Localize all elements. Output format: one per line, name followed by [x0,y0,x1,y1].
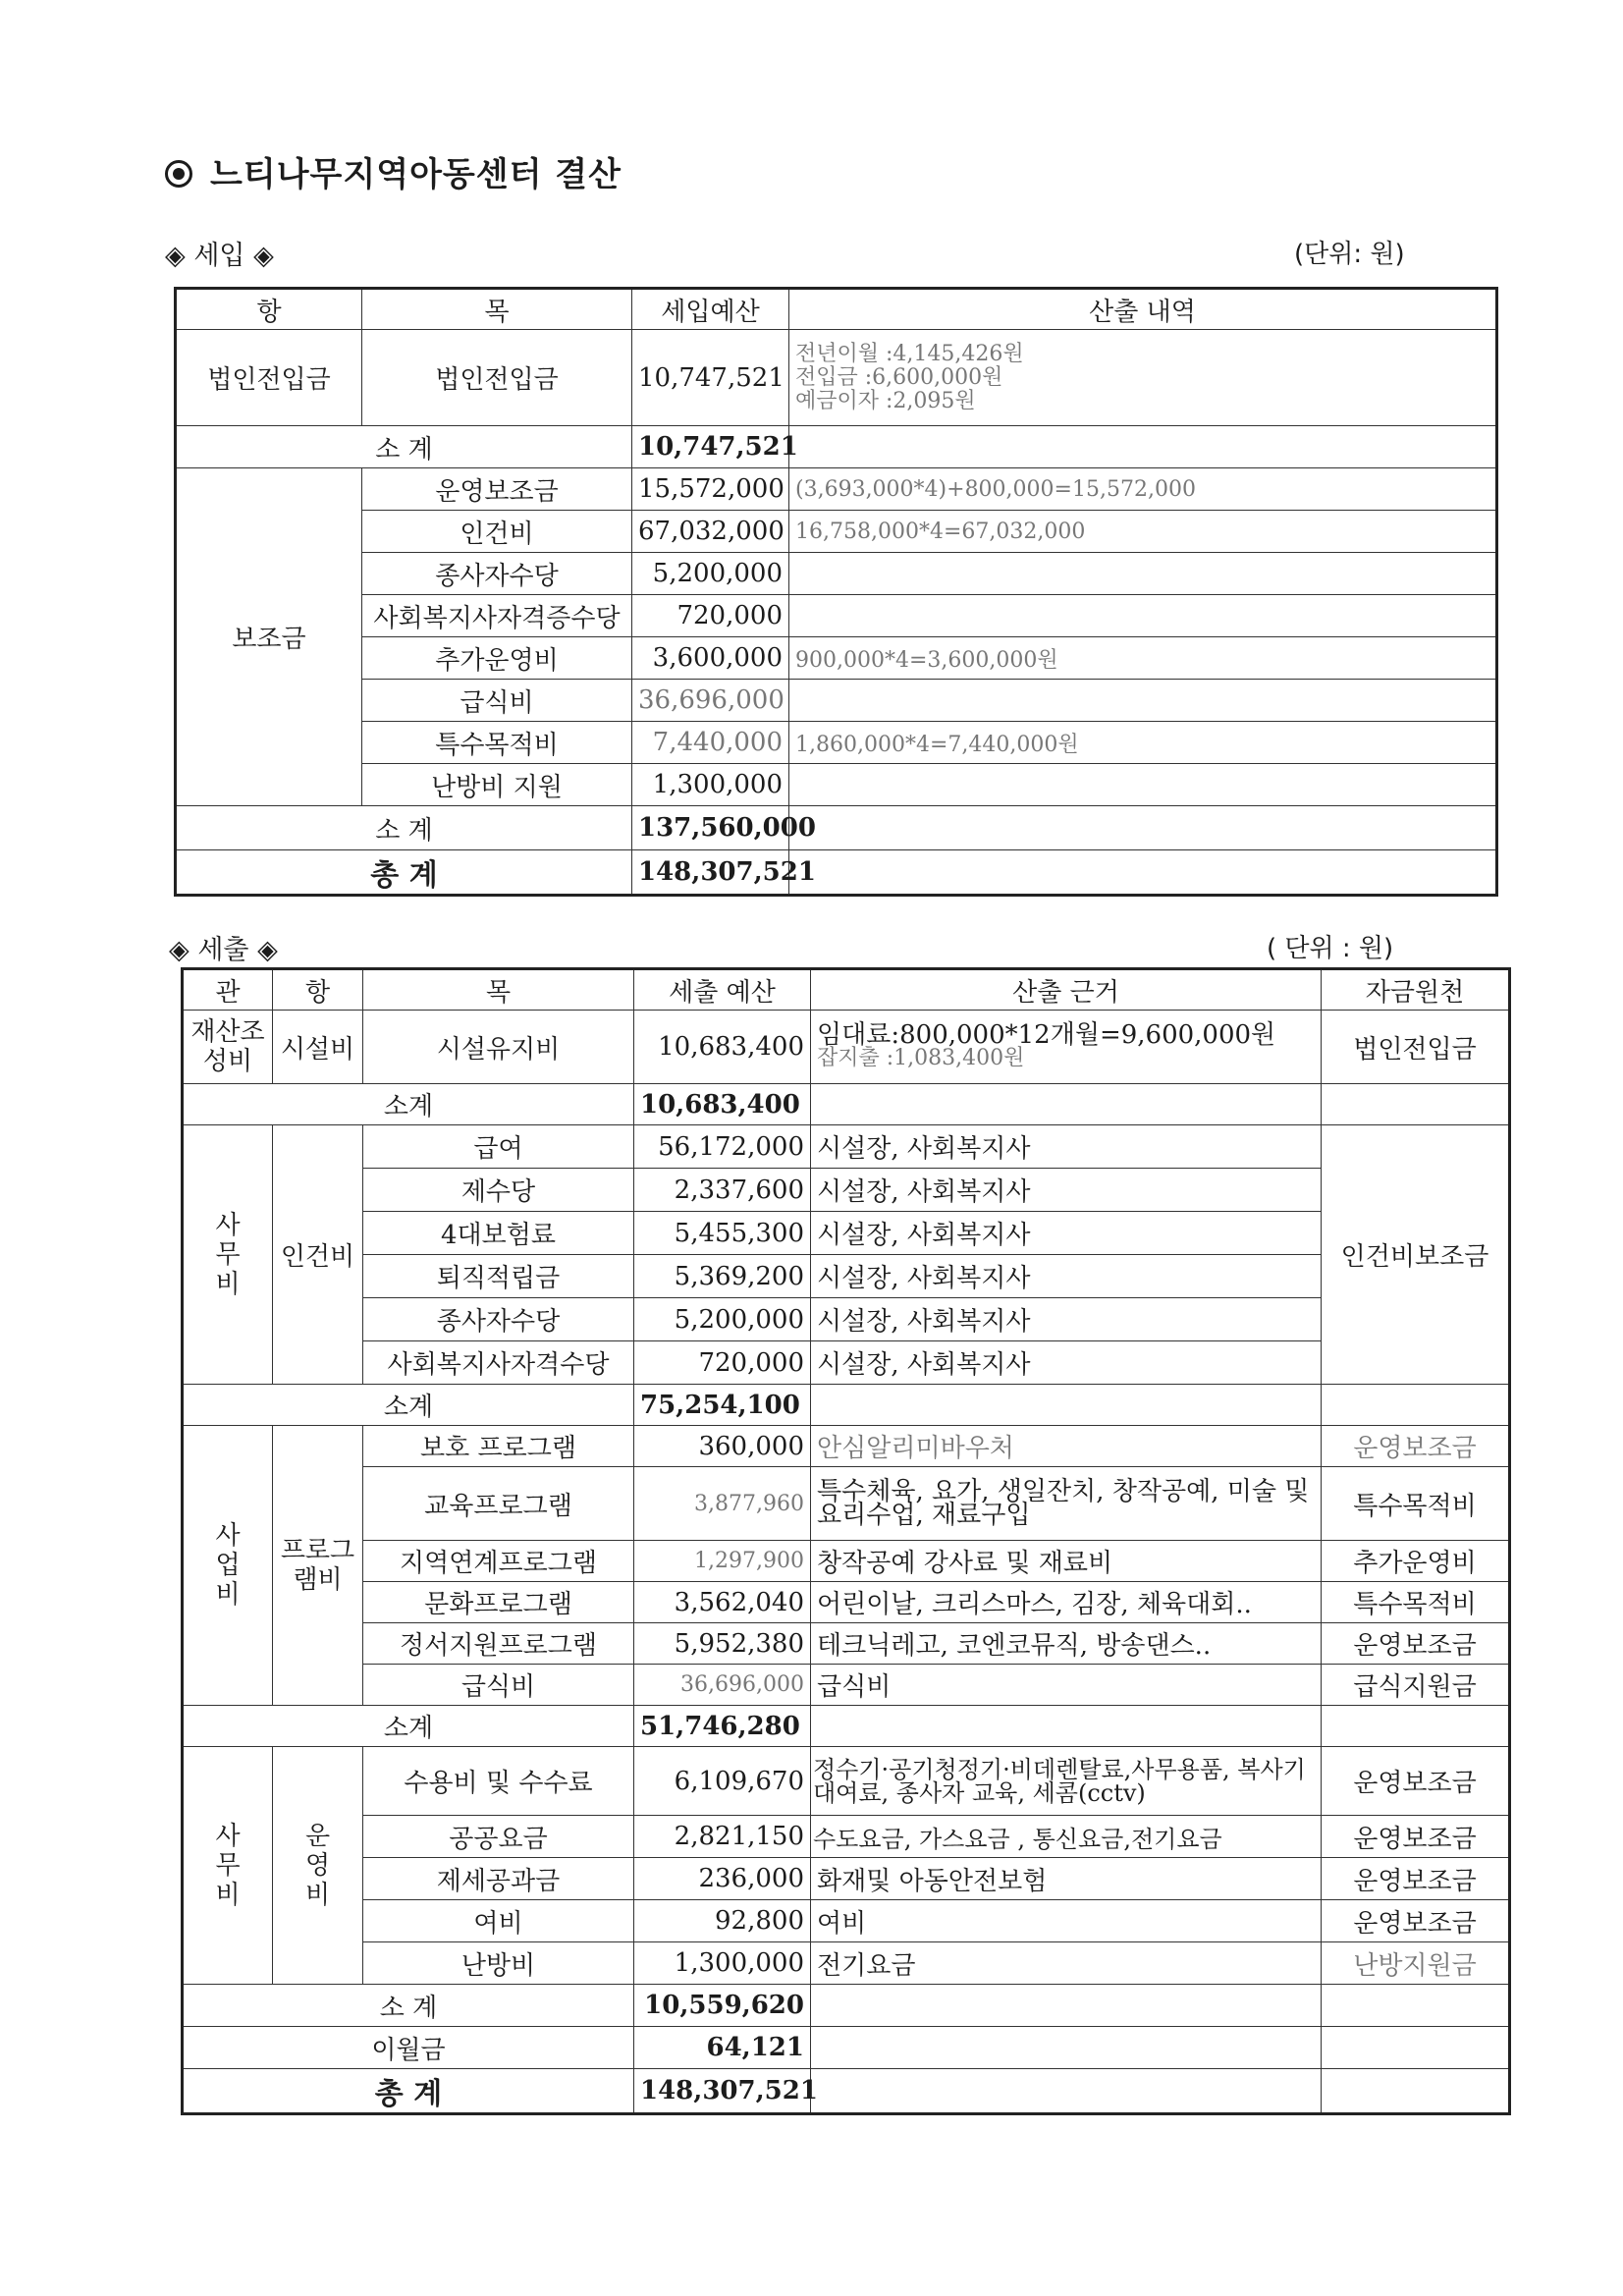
header-basis: 산출 근거 [811,969,1322,1011]
basis-cell: 어린이날, 크리스마스, 김장, 체육대회.. [811,1582,1322,1623]
amount-cell: 5,200,000 [632,553,789,595]
subtotal-amount: 51,746,280 [634,1706,811,1747]
empty-cell [811,1084,1322,1125]
income-table [174,287,1498,897]
amount-cell: 15,572,000 [632,468,789,511]
empty-cell [1322,2027,1510,2069]
amount-cell: 1,300,000 [634,1942,811,1985]
amount-cell: 92,800 [634,1900,811,1942]
subtotal-label: 소계 [183,1084,634,1125]
subtotal-amount: 137,560,000 [632,806,789,850]
table-row [176,330,1497,426]
expense-unit: ( 단위 : 원) [1267,934,1394,963]
header-detail: 산출 내역 [789,289,1497,330]
table-row [183,1665,1510,1706]
source-cell: 추가운영비 [1322,1541,1510,1582]
empty-cell [1322,2069,1510,2114]
table-row [183,1900,1510,1942]
mok-cell: 종사자수당 [362,553,632,595]
amount-cell: 1,297,900 [634,1541,811,1582]
amount-cell: 56,172,000 [634,1125,811,1169]
detail-line: 예금이자 :2,095원 [795,388,976,413]
expense-header-row [183,969,1510,1011]
gwan-cell: 사무비 [183,1125,273,1385]
table-row [183,1747,1510,1816]
mok-cell: 제수당 [363,1169,634,1212]
empty-cell [811,2027,1322,2069]
subtotal-row [176,806,1497,850]
mok-cell: 교육프로그램 [363,1467,634,1541]
table-row [176,680,1497,722]
expense-table [181,967,1511,2115]
subtotal-label: 소 계 [176,426,632,468]
amount-cell: 720,000 [634,1341,811,1385]
expense-section-label: ◈ 세출 ◈ [169,935,278,965]
basis-cell: 화재및 아동안전보험 [811,1858,1322,1900]
mok-cell: 여비 [363,1900,634,1942]
carryover-label: 이월금 [183,2027,634,2069]
header-budget: 세입예산 [632,289,789,330]
header-hang: 항 [176,289,362,330]
table-row [183,1426,1510,1467]
mok-cell: 퇴직적립금 [363,1255,634,1298]
basis-cell: 테크닉레고, 코엔코뮤직, 방송댄스.. [811,1623,1322,1665]
header-gwan: 관 [183,969,273,1011]
mok-cell: 정서지원프로그램 [363,1623,634,1665]
mok-cell: 급여 [363,1125,634,1169]
table-row [183,1011,1510,1084]
subtotal-label: 소계 [183,1706,634,1747]
empty-cell [811,1985,1322,2027]
radio-bullet-icon [165,160,192,188]
subtotal-row [183,1985,1510,2027]
hang-cell: 프로그램비 [273,1426,363,1706]
title-text: 느티나무지역아동센터 결산 [210,155,622,194]
source-cell: 법인전입금 [1322,1011,1510,1084]
header-budget: 세출 예산 [634,969,811,1011]
subtotal-label: 소 계 [176,806,632,850]
basis-cell [811,1011,1322,1084]
hang-cell: 인건비 [273,1125,363,1385]
total-amount: 148,307,521 [634,2069,811,2114]
detail-cell [789,330,1497,426]
mok-cell: 사회복지사자격증수당 [362,595,632,637]
source-cell: 특수목적비 [1322,1582,1510,1623]
mok-cell: 추가운영비 [362,637,632,680]
gwan-cell: 사무비 [183,1747,273,1985]
table-row [176,595,1497,637]
empty-cell [789,850,1497,896]
subtotal-amount: 10,683,400 [634,1084,811,1125]
mok-cell: 급식비 [362,680,632,722]
carryover-amount: 64,121 [634,2027,811,2069]
amount-cell: 10,683,400 [634,1011,811,1084]
basis-cell: 수도요금, 가스요금 , 통신요금,전기요금 [811,1816,1322,1858]
table-row [183,1623,1510,1665]
subtotal-amount: 75,254,100 [634,1385,811,1426]
total-label: 총 계 [183,2069,634,2114]
amount-cell: 6,109,670 [634,1747,811,1816]
detail-line: 전입금 :6,600,000원 [795,364,1003,390]
income-header-row [176,289,1497,330]
empty-cell [789,806,1497,850]
amount-cell: 36,696,000 [634,1665,811,1706]
subtotal-row [183,1385,1510,1426]
subtotal-amount: 10,559,620 [634,1985,811,2027]
amount-cell: 360,000 [634,1426,811,1467]
source-cell: 운영보조금 [1322,1426,1510,1467]
mok-cell: 문화프로그램 [363,1582,634,1623]
subtotal-row [183,1084,1510,1125]
basis-cell: 정수기·공기청정기·비데렌탈료,사무용품, 복사기대여료, 종사자 교육, 세콤(cctv) [811,1747,1322,1816]
source-cell: 운영보조금 [1322,1858,1510,1900]
amount-cell: 10,747,521 [632,330,789,426]
subtotal-row [183,1706,1510,1747]
mok-cell: 제세공과금 [363,1858,634,1900]
empty-cell [789,426,1497,468]
source-cell: 운영보조금 [1322,1816,1510,1858]
source-cell: 운영보조금 [1322,1900,1510,1942]
mok-cell: 난방비 지원 [362,764,632,806]
source-cell: 급식지원금 [1322,1665,1510,1706]
mok-cell: 법인전입금 [362,330,632,426]
amount-cell: 67,032,000 [632,511,789,553]
source-cell: 특수목적비 [1322,1467,1510,1541]
mok-cell: 수용비 및 수수료 [363,1747,634,1816]
source-cell: 운영보조금 [1322,1623,1510,1665]
basis-cell: 여비 [811,1900,1322,1942]
mok-cell: 특수목적비 [362,722,632,764]
source-cell: 인건비보조금 [1322,1125,1510,1385]
table-row [176,553,1497,595]
gwan-cell: 재산조성비 [183,1011,273,1084]
hang-cell: 법인전입금 [176,330,362,426]
table-row [183,1255,1510,1298]
mok-cell: 시설유지비 [363,1011,634,1084]
detail-cell [789,595,1497,637]
basis-cell: 안심알리미바우처 [811,1426,1322,1467]
income-unit: (단위: 원) [1294,240,1405,269]
basis-cell: 급식비 [811,1665,1322,1706]
amount-cell: 1,300,000 [632,764,789,806]
subtotal-amount: 10,747,521 [632,426,789,468]
table-row [183,1341,1510,1385]
detail-cell: 1,860,000*4=7,440,000원 [789,722,1497,764]
amount-cell: 36,696,000 [632,680,789,722]
mok-cell: 난방비 [363,1942,634,1985]
detail-cell: 900,000*4=3,600,000원 [789,637,1497,680]
table-row [176,764,1497,806]
amount-cell: 5,369,200 [634,1255,811,1298]
basis-line: 잡지출 :1,083,400원 [817,1046,1025,1070]
detail-cell [789,764,1497,806]
total-amount: 148,307,521 [632,850,789,896]
table-row [183,1582,1510,1623]
detail-cell [789,680,1497,722]
total-row [183,2069,1510,2114]
carryover-row [183,2027,1510,2069]
amount-cell: 3,562,040 [634,1582,811,1623]
hang-cell: 운영비 [273,1747,363,1985]
table-row [183,1169,1510,1212]
amount-cell: 2,337,600 [634,1169,811,1212]
mok-cell: 종사자수당 [363,1298,634,1341]
table-row [183,1541,1510,1582]
source-cell: 난방지원금 [1322,1942,1510,1985]
basis-cell: 시설장, 사회복지사 [811,1255,1322,1298]
table-row [183,1942,1510,1985]
table-row [183,1816,1510,1858]
header-mok: 목 [362,289,632,330]
amount-cell: 5,952,380 [634,1623,811,1665]
mok-cell: 4대보험료 [363,1212,634,1255]
subtotal-label: 소계 [183,1385,634,1426]
basis-cell: 시설장, 사회복지사 [811,1298,1322,1341]
amount-cell: 3,877,960 [634,1467,811,1541]
empty-cell [811,1706,1322,1747]
empty-cell [811,2069,1322,2114]
source-cell: 운영보조금 [1322,1747,1510,1816]
mok-cell: 급식비 [363,1665,634,1706]
total-label: 총 계 [176,850,632,896]
basis-cell: 시설장, 사회복지사 [811,1169,1322,1212]
empty-cell [1322,1985,1510,2027]
page-title [165,147,622,195]
basis-cell: 시설장, 사회복지사 [811,1125,1322,1169]
mok-cell: 공공요금 [363,1816,634,1858]
table-row [176,637,1497,680]
amount-cell: 2,821,150 [634,1816,811,1858]
amount-cell: 5,455,300 [634,1212,811,1255]
basis-cell: 시설장, 사회복지사 [811,1212,1322,1255]
basis-cell: 특수체육, 요가, 생일잔치, 창작공예, 미술 및 요리수업, 재료구입 [811,1467,1322,1541]
table-row [176,511,1497,553]
total-row [176,850,1497,896]
hang-cell: 시설비 [273,1011,363,1084]
detail-cell: 16,758,000*4=67,032,000 [789,511,1497,553]
gwan-cell: 사업비 [183,1426,273,1706]
empty-cell [1322,1706,1510,1747]
detail-cell: (3,693,000*4)+800,000=15,572,000 [789,468,1497,511]
basis-cell: 전기요금 [811,1942,1322,1985]
table-row [183,1858,1510,1900]
detail-line: 전년이월 :4,145,426원 [795,341,1024,366]
mok-cell: 지역연계프로그램 [363,1541,634,1582]
header-mok: 목 [363,969,634,1011]
empty-cell [1322,1385,1510,1426]
amount-cell: 7,440,000 [632,722,789,764]
table-row [183,1298,1510,1341]
mok-cell: 사회복지사자격수당 [363,1341,634,1385]
header-source: 자금원천 [1322,969,1510,1011]
income-section-label: ◈ 세입 ◈ [165,241,274,271]
mok-cell: 보호 프로그램 [363,1426,634,1467]
detail-cell [789,553,1497,595]
table-row [183,1212,1510,1255]
empty-cell [811,1385,1322,1426]
table-row [176,468,1497,511]
amount-cell: 720,000 [632,595,789,637]
mok-cell: 운영보조금 [362,468,632,511]
header-hang: 항 [273,969,363,1011]
subtotal-label: 소 계 [183,1985,634,2027]
amount-cell: 3,600,000 [632,637,789,680]
hang-cell: 보조금 [176,468,362,806]
table-row [183,1467,1510,1541]
mok-cell: 인건비 [362,511,632,553]
empty-cell [1322,1084,1510,1125]
amount-cell: 236,000 [634,1858,811,1900]
basis-cell: 창작공예 강사료 및 재료비 [811,1541,1322,1582]
table-row [176,722,1497,764]
basis-line: 임대료:800,000*12개월=9,600,000원 [817,1020,1276,1050]
basis-cell: 시설장, 사회복지사 [811,1341,1322,1385]
subtotal-row [176,426,1497,468]
amount-cell: 5,200,000 [634,1298,811,1341]
table-row [183,1125,1510,1169]
